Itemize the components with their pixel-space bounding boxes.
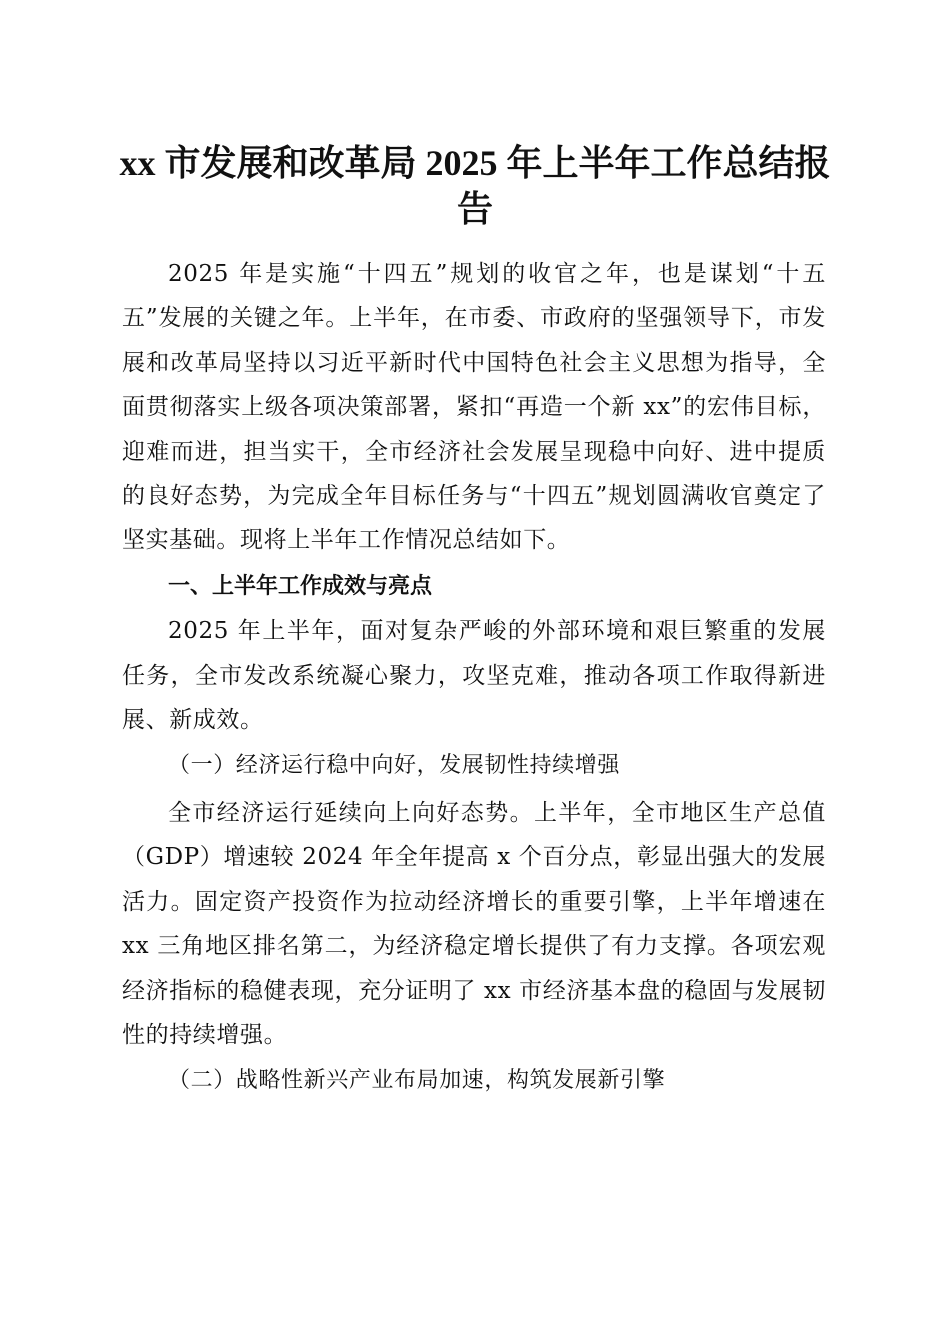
- subsection-heading-2: （二）战略性新兴产业布局加速，构筑发展新引擎: [168, 1068, 666, 1094]
- subsection-1-paragraph: 全市经济运行延续向上向好态势。上半年，全市地区生产总值（GDP）增速较 2024 年全年提高 x 个百分点，彰显出强大的发展活力。固定资产投资作为拉动经济增长的重要引擎，上半年增速在 xx 三角地区排名第二，为经济稳定增长提供了有力支撑。各项宏观经济指标的稳健表现，充分证明了 xx 市经济基本盘的稳固与发展韧性的持续增强。: [122, 799, 826, 1048]
- intro-paragraph: 2025 年是实施“十四五”规划的收官之年，也是谋划“十五五”发展的关键之年。上半年，在市委、市政府的坚强领导下，市发展和改革局坚持以习近平新时代中国特色社会主义思想为指导，全面贯彻落实上级各项决策部署，紧扣“再造一个新 xx”的宏伟目标，迎难而进，担当实干，全市经济社会发展呈现稳中向好、进中提质的良好态势，为完成全年目标任务与“十四五”规划圆满收官奠定了坚实基础。现将上半年工作情况总结如下。: [122, 261, 826, 554]
- subsection-heading-1: （一）经济运行稳中向好，发展韧性持续增强: [168, 753, 621, 779]
- section-heading-1: 一、上半年工作成效与亮点: [168, 573, 433, 599]
- document-body: [122, 252, 826, 1104]
- section-1-paragraph: 2025 年上半年，面对复杂严峻的外部环境和艰巨繁重的发展任务，全市发改系统凝心聚力，攻坚克难，推动各项工作取得新进展、新成效。: [122, 618, 826, 734]
- document-title: xx 市发展和改革局 2025 年上半年工作总结报告: [119, 143, 831, 229]
